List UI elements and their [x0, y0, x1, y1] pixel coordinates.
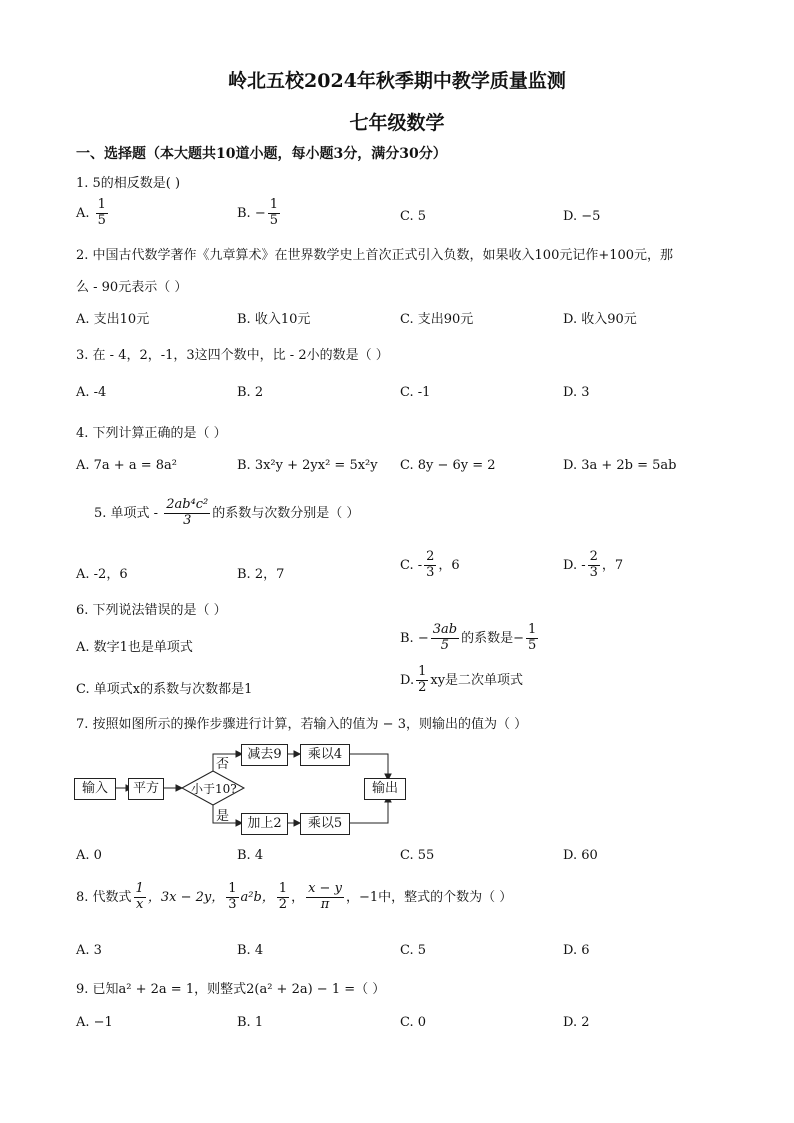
q8-option-a: A. 3 [76, 943, 102, 958]
q5-option-a: A. -2，6 [76, 567, 128, 582]
flow-multiply5-box: 乘以5 [300, 813, 350, 835]
flow-yes-label: 是 [216, 809, 230, 824]
flow-output-box: 输出 [364, 778, 406, 800]
q3-stem: 3. 在 - 4，2，-1，3这四个数中，比 - 2小的数是（ ） [76, 348, 389, 363]
q4-option-b: B. 3x²y + 2yx² = 5x²y [237, 458, 378, 473]
q2-option-b: B. 收入10元 [237, 312, 311, 327]
q5-stem: 5. 单项式 - $\frac{\text{2ab⁴c²}}{3}$ 的系数与次数分别是（ ） [94, 497, 360, 528]
q1-option-d: D. −5 [563, 209, 601, 224]
q1-stem: 1. 5的相反数是( ) [76, 176, 181, 191]
q5-option-b: B. 2，7 [237, 567, 285, 582]
q3-option-c: C. -1 [400, 385, 431, 400]
q5-option-d: D. - $\frac{2}{3}$ ，7 [563, 549, 624, 580]
q5-option-c: C. - $\frac{2}{3}$ ，6 [400, 549, 460, 580]
q9-option-d: D. 2 [563, 1015, 590, 1030]
flow-subtract9-box: 减去9 [241, 744, 288, 766]
q7-option-d: D. 60 [563, 848, 598, 863]
q6-option-a: A. 数字1也是单项式 [76, 640, 193, 655]
q8-option-d: D. 6 [563, 943, 590, 958]
q4-option-a: A. 7a + a = 8a² [76, 458, 177, 473]
flow-square-box: 平方 [128, 778, 164, 800]
q2-option-a: A. 支出10元 [76, 312, 150, 327]
q4-stem: 4. 下列计算正确的是（ ） [76, 426, 227, 441]
q7-stem: 7. 按照如图所示的操作步骤进行计算，若输入的值为 − 3，则输出的值为（ ） [76, 717, 528, 732]
q1-option-a: A. $\frac{1}{5}$ [76, 197, 106, 228]
q7-option-c: C. 55 [400, 848, 435, 863]
q3-option-b: B. 2 [237, 385, 264, 400]
q8-option-b: B. 4 [237, 943, 264, 958]
q1-option-b: B. − $\frac{1}{5}$ [237, 197, 279, 228]
q6-option-c: C. 单项式x的系数与次数都是1 [76, 682, 253, 697]
q8-option-c: C. 5 [400, 943, 427, 958]
q6-option-d: D. $\frac{1}{2}$ xy是二次单项式 [400, 664, 524, 695]
q4-option-c: C. 8y − 6y = 2 [400, 458, 496, 473]
exam-subtitle: 七年级数学 [349, 112, 445, 134]
q9-option-b: B. 1 [237, 1015, 264, 1030]
flow-add2-box: 加上2 [241, 813, 288, 835]
q9-stem: 9. 已知a² + 2a = 1，则整式2(a² + 2a) − 1 =（ ） [76, 982, 386, 997]
flow-no-label: 否 [216, 757, 230, 772]
q2-option-d: D. 收入90元 [563, 312, 637, 327]
section-heading: 一、选择题（本大题共10道小题，每小题3分，满分30分） [76, 146, 447, 162]
q2-stem-line2: 么 - 90元表示（ ） [76, 280, 188, 295]
q9-option-c: C. 0 [400, 1015, 427, 1030]
flow-condition: 小于10? [191, 782, 237, 796]
q3-option-a: A. -4 [76, 385, 107, 400]
q6-stem: 6. 下列说法错误的是（ ） [76, 603, 227, 618]
q8-stem: 8. 代数式 $\frac{1}{x}$ ，3x − 2y， $\frac{1}{3}$ a²b， $\frac{1}{2}$ ， $\frac{x - y}{\pi}$ ，−1中，整式的个数为（ ） [76, 881, 513, 912]
q2-stem-line1: 2. 中国古代数学著作《九章算术》在世界数学史上首次正式引入负数，如果收入100元记作+100元，那 [76, 248, 674, 263]
q7-option-b: B. 4 [237, 848, 264, 863]
q3-option-d: D. 3 [563, 385, 590, 400]
q4-option-d: D. 3a + 2b = 5ab [563, 458, 677, 473]
q7-option-a: A. 0 [76, 848, 102, 863]
flow-input-box: 输入 [74, 778, 116, 800]
q9-option-a: A. −1 [76, 1015, 113, 1030]
flow-multiply4-box: 乘以4 [300, 744, 350, 766]
q2-option-c: C. 支出90元 [400, 312, 474, 327]
exam-title: 岭北五校2024年秋季期中教学质量监测 [228, 70, 566, 92]
q1-option-c: C. 5 [400, 209, 427, 224]
q6-option-b: B. − $\frac{3ab}{5}$ 的系数是− $\frac{1}{5}$ [400, 622, 537, 653]
